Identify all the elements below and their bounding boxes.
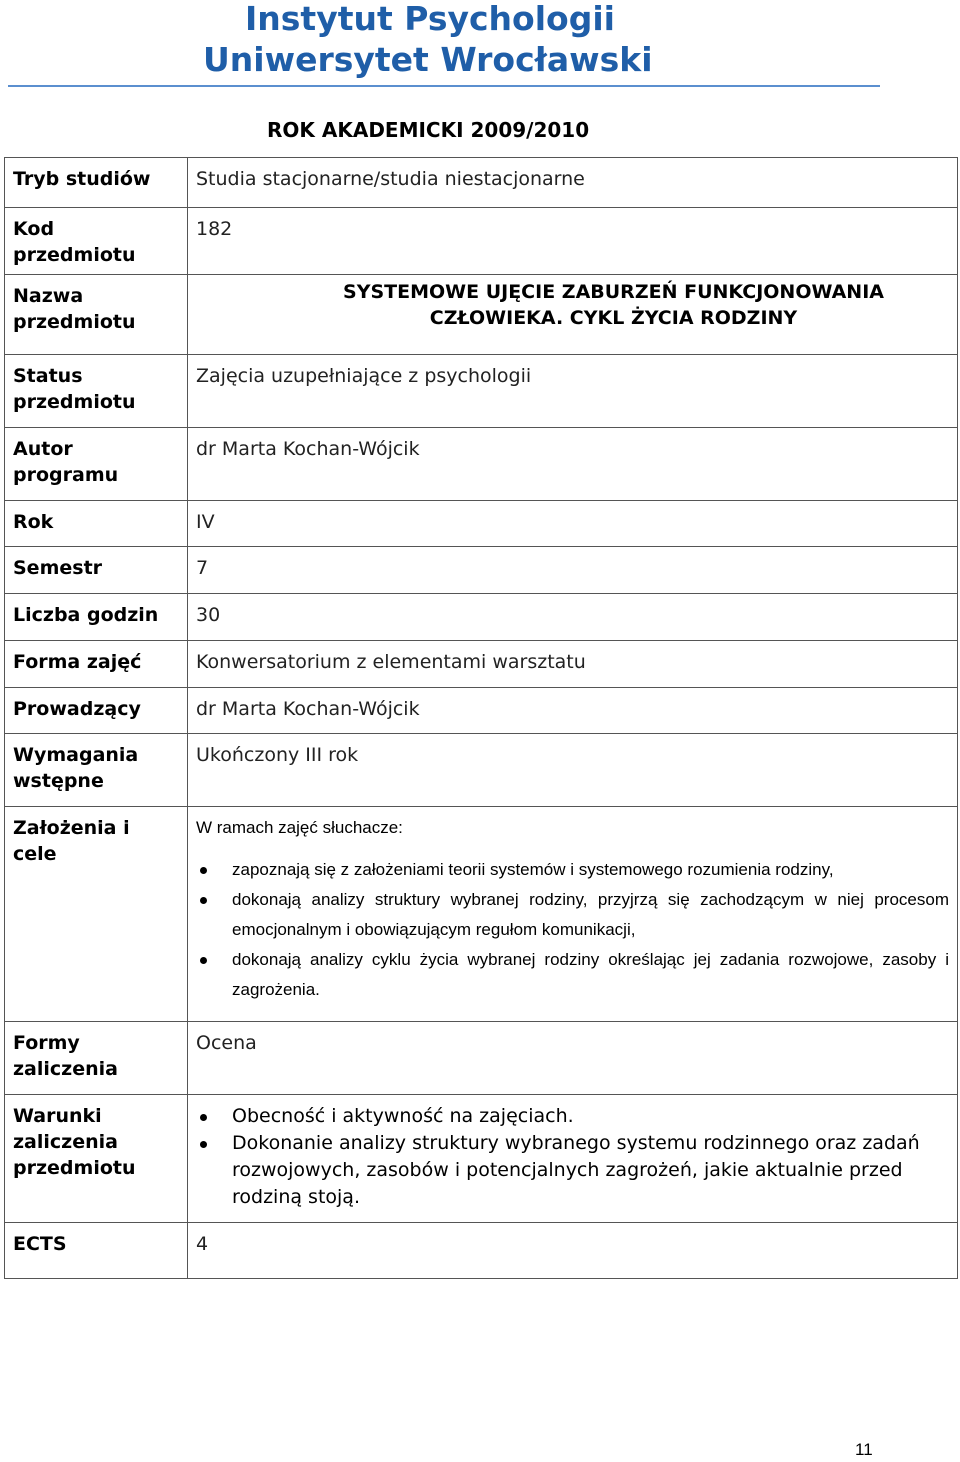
row-year xyxy=(5,501,958,547)
label-conditions: Warunki zaliczenia przedmiotu xyxy=(5,1095,188,1223)
value-hours: 30 xyxy=(188,594,958,641)
label-status: Status przedmiotu xyxy=(5,355,188,428)
label-requirements: Wymagania wstępne xyxy=(5,734,188,807)
label-name: Nazwa przedmiotu xyxy=(5,275,188,355)
row-semester xyxy=(5,547,958,594)
page-number: 11 xyxy=(855,1440,873,1459)
value-requirements: Ukończony III rok xyxy=(188,734,958,807)
list-item: dokonają analizy struktury wybranej rodziny, przyjrzą się zachodzącym w niej procesom emocjonalnym i obowiązującym regułom komunikacji, xyxy=(196,885,949,945)
header-rule xyxy=(8,85,880,87)
value-author: dr Marta Kochan-Wójcik xyxy=(188,428,958,501)
list-item: dokonają analizy cyklu życia wybranej rodziny określając jej zadania rozwojowe, zasoby i zagrożenia. xyxy=(196,945,949,1005)
syllabus-table xyxy=(4,157,958,1279)
value-semester: 7 xyxy=(188,547,958,594)
row-author xyxy=(5,428,958,501)
institute-name: Instytut Psychologii xyxy=(245,0,615,38)
goals-list xyxy=(196,855,949,1005)
label-year: Rok xyxy=(5,501,188,547)
label-form: Forma zajęć xyxy=(5,641,188,688)
conditions-list xyxy=(196,1103,949,1211)
value-status: Zajęcia uzupełniające z psychologii xyxy=(188,355,958,428)
label-hours: Liczba godzin xyxy=(5,594,188,641)
academic-year: ROK AKADEMICKI 2009/2010 xyxy=(267,118,590,142)
university-name: Uniwersytet Wrocławski xyxy=(203,40,653,79)
row-form xyxy=(5,641,958,688)
value-form: Konwersatorium z elementami warsztatu xyxy=(188,641,958,688)
row-mode xyxy=(5,158,958,208)
label-ects: ECTS xyxy=(5,1223,188,1279)
value-course-title: SYSTEMOWE UJĘCIE ZABURZEŃ FUNKCJONOWANIA CZŁOWIEKA. CYKL ŻYCIA RODZINY xyxy=(188,275,958,355)
label-author: Autor programu xyxy=(5,428,188,501)
label-mode: Tryb studiów xyxy=(5,158,188,208)
value-lecturer: dr Marta Kochan-Wójcik xyxy=(188,688,958,734)
row-status xyxy=(5,355,958,428)
value-year: IV xyxy=(188,501,958,547)
value-assessment: Ocena xyxy=(188,1022,958,1095)
value-ects: 4 xyxy=(188,1223,958,1279)
row-goals xyxy=(5,807,958,1022)
list-item: zapoznają się z założeniami teorii systemów i systemowego rozumienia rodziny, xyxy=(196,855,949,885)
list-item: Dokonanie analizy struktury wybranego systemu rodzinnego oraz zadań rozwojowych, zasobów i potencjalnych zagrożeń, jakie aktualnie przed rodziną stoją. xyxy=(196,1130,949,1211)
label-code: Kod przedmiotu xyxy=(5,208,188,275)
value-mode: Studia stacjonarne/studia niestacjonarne xyxy=(188,158,958,208)
value-goals xyxy=(188,807,958,1022)
row-assessment xyxy=(5,1022,958,1095)
row-code xyxy=(5,208,958,275)
row-name xyxy=(5,275,958,355)
row-conditions xyxy=(5,1095,958,1223)
label-goals: Założenia i cele xyxy=(5,807,188,1022)
row-requirements xyxy=(5,734,958,807)
value-code: 182 xyxy=(188,208,958,275)
row-lecturer xyxy=(5,688,958,734)
value-conditions xyxy=(188,1095,958,1223)
list-item: Obecność i aktywność na zajęciach. xyxy=(196,1103,949,1130)
label-lecturer: Prowadzący xyxy=(5,688,188,734)
label-assessment: Formy zaliczenia xyxy=(5,1022,188,1095)
label-semester: Semestr xyxy=(5,547,188,594)
row-ects xyxy=(5,1223,958,1279)
goals-intro: W ramach zajęć słuchacze: xyxy=(196,818,403,837)
row-hours xyxy=(5,594,958,641)
